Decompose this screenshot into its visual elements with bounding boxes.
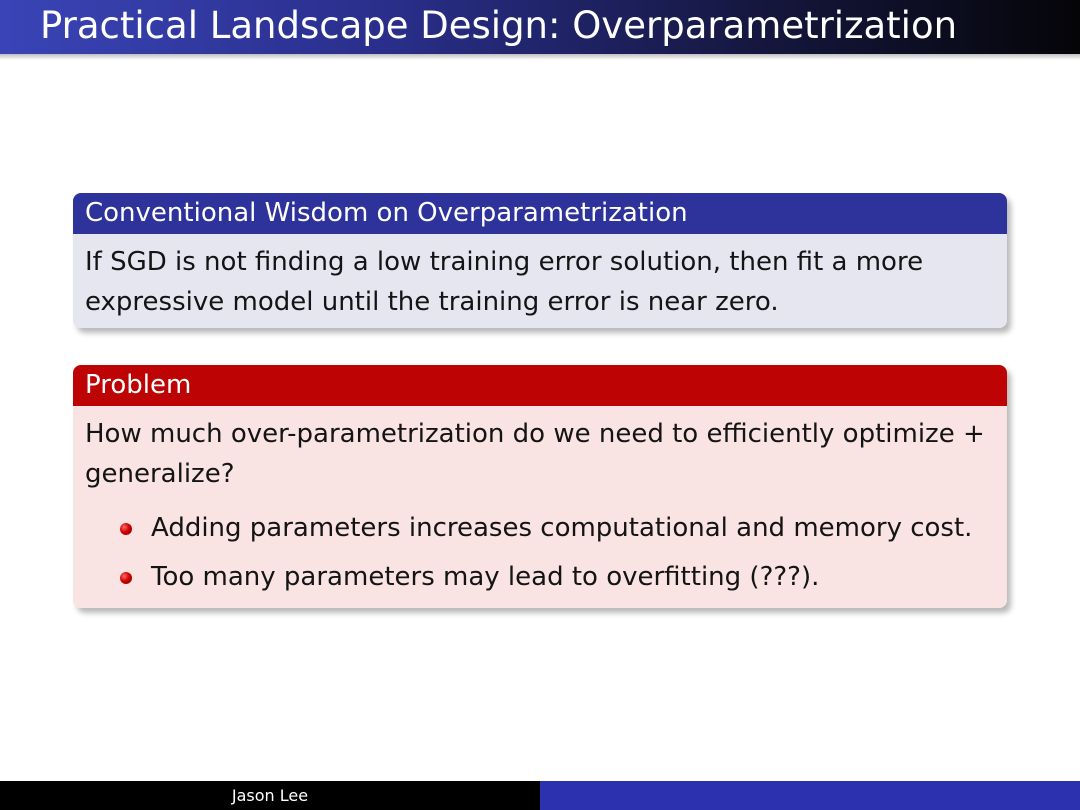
block-text: How much over-parametrization do we need to efficiently optimize + generalize?	[85, 419, 985, 489]
list-item	[85, 553, 995, 602]
bullet-icon	[120, 523, 132, 535]
list-item	[85, 504, 995, 553]
title-bar-shadow	[0, 54, 1080, 60]
conventional-wisdom-block	[73, 193, 1007, 328]
footer-author: Jason Lee	[0, 781, 540, 810]
block-body	[73, 406, 1007, 608]
block-text: If SGD is not finding a low training error solution, then fit a more expressive model until the training error is near zero.	[85, 247, 924, 317]
bullet-list	[85, 504, 995, 602]
block-title: Problem	[73, 365, 1007, 406]
footer-bar	[540, 781, 1080, 810]
block-body	[73, 234, 1007, 328]
bullet-text: Too many parameters may lead to overfitting (???).	[151, 562, 820, 592]
block-title: Conventional Wisdom on Overparametrization	[73, 193, 1007, 234]
problem-block	[73, 365, 1007, 608]
bullet-text: Adding parameters increases computational and memory cost.	[151, 513, 973, 543]
bullet-icon	[120, 572, 132, 584]
slide-title: Practical Landscape Design: Overparametrization	[40, 4, 958, 47]
